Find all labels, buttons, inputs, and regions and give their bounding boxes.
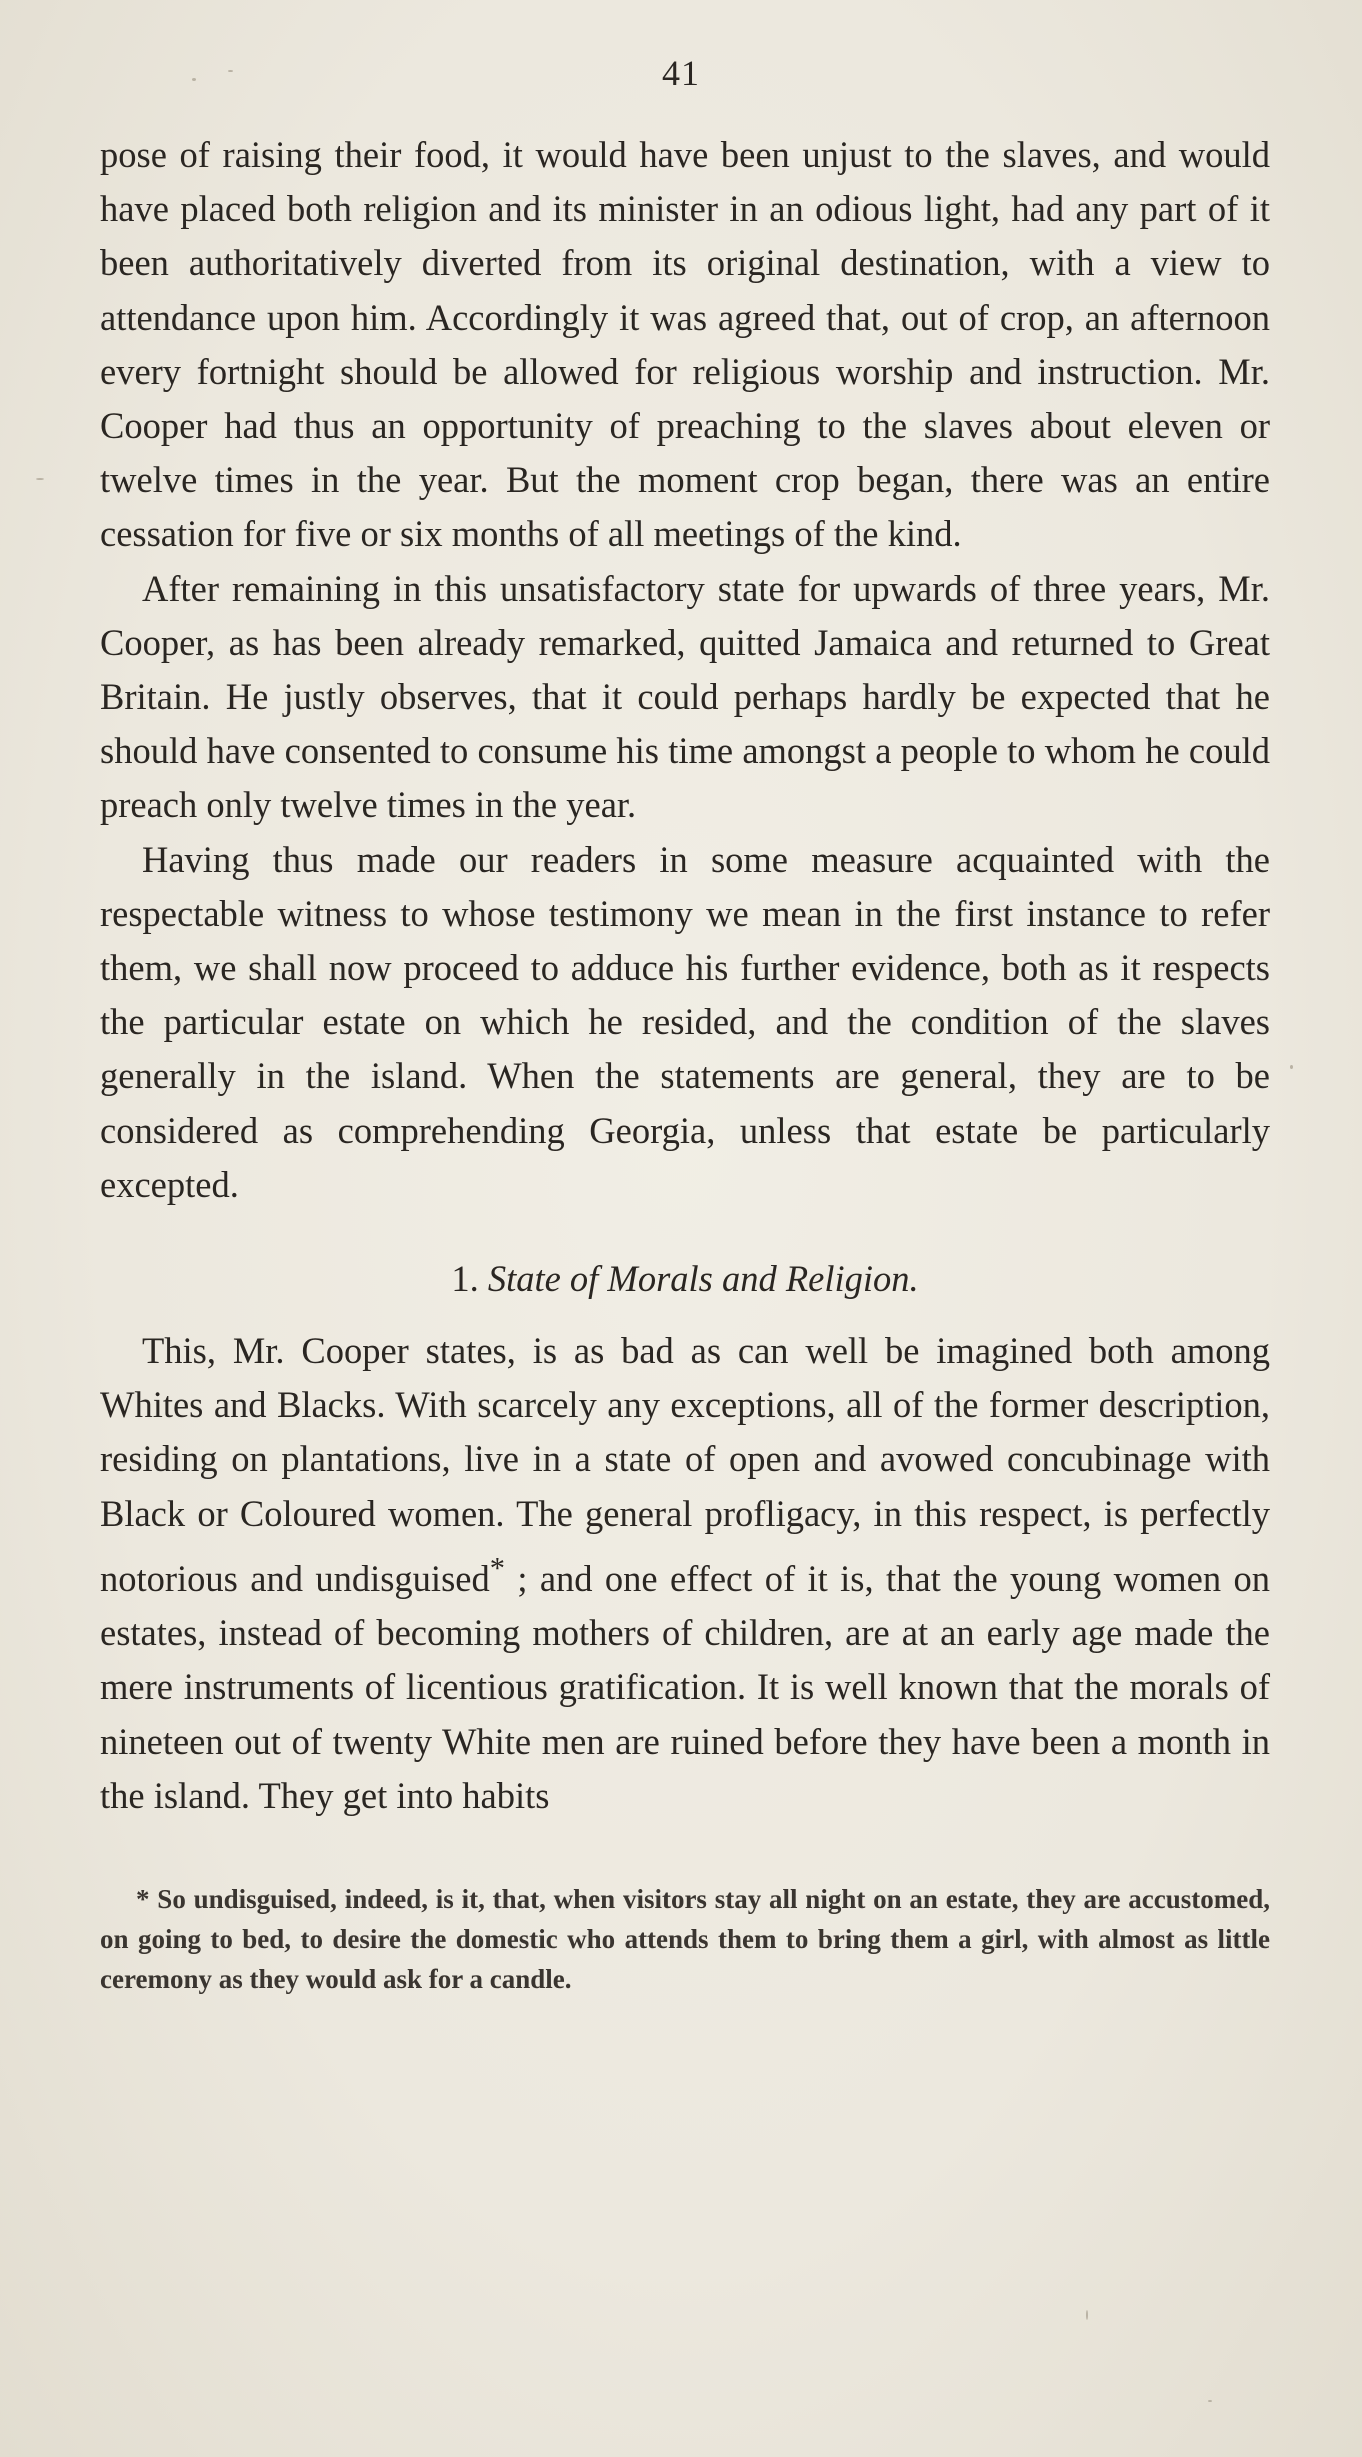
page-number: 41: [662, 53, 700, 93]
paragraph-cooper-departure: After remaining in this unsatisfactory state for upwards of three years, Mr. Cooper, as has been already remarked, quitted Jamaica and returned to Great Britain. He justly observes, that it could perhaps hardly be expected that he should have consented to consume his time amongst a people to whom he could preach only twelve times in the year.: [100, 567, 1270, 826]
paper-speck: [228, 70, 233, 72]
paragraph-continuation: pose of raising their food, it would have been unjust to the slaves, and would have placed both religion and its minister in an odious light, had any part of it been authoritatively diverted from its original destination, with a view to attendance upon him. Accordingly it was agreed that, out of crop, an afternoon every fortnight should be allowed for religious worship and instruction. Mr. Cooper had thus an opportunity of preaching to the slaves about eleven or twelve times in the year. But the moment crop began, there was an entire cessation for five or six months of all meetings of the kind.: [100, 134, 1270, 555]
footnote-reference[interactable]: *: [489, 1550, 505, 1585]
section-title: State of Morals and Religion.: [487, 1258, 919, 1300]
section-heading: [100, 1252, 1270, 1306]
footnote: [100, 1879, 1270, 1999]
paper-speck: [1290, 1065, 1293, 1069]
paper-speck: [1086, 2310, 1088, 2320]
paragraph-morals: [100, 1324, 1270, 1823]
section-number: 1.: [451, 1258, 479, 1300]
paragraph-morals-continued: ; and one effect of it is, that the young women on estates, instead of becoming mothers of children, are at an early age made the mere instruments of licentious gratification. It is well known that the morals of nineteen out of twenty White men are ruined before they have been a month in the island. They get into habits: [100, 1558, 1271, 1816]
body-text: [100, 128, 1270, 1999]
footnote-separator: [100, 1823, 1270, 1879]
paper-speck: [1208, 2400, 1212, 2402]
paragraph-morals-text: This, Mr. Cooper states, is as bad as can well be imagined both among Whites and Blacks. With scarcely any exceptions, all of the former description, residing on plantations, live in a state of open and avowed concubinage with Black or Coloured women. The general profligacy, in this respect, is perfectly notorious and undisguised: [100, 1330, 1270, 1600]
paragraph-witness-intro: Having thus made our readers in some measure acquainted with the respectable witness to whose testimony we mean in the first instance to refer them, we shall now proceed to adduce his further evidence, both as it respects the particular estate on which he resided, and the condition of the slaves generally in the island. When the statements are general, they are to be considered as comprehending Georgia, unless that estate be particularly excepted.: [100, 838, 1270, 1205]
footnote-text: So undisguised, indeed, is it, that, when visitors stay all night on an estate, they are accustomed, on going to bed, to desire the domestic who attends them to bring them a girl, with almost as little ceremony as they would ask for a candle.: [100, 1884, 1270, 1995]
footnote-marker: *: [136, 1884, 150, 1915]
paper-speck: [192, 78, 196, 81]
paper-speck: [36, 478, 44, 480]
